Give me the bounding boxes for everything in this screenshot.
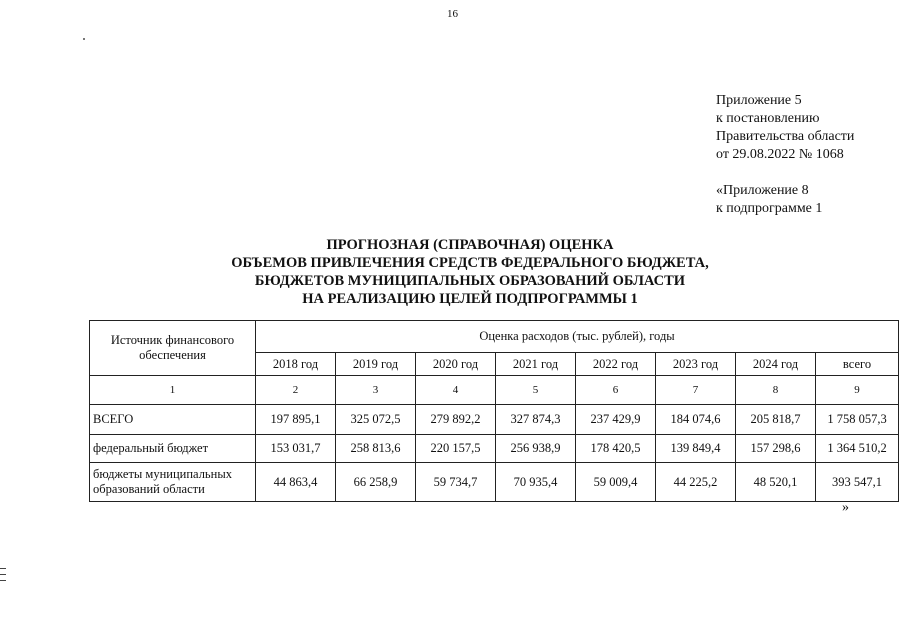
table-cell: 197 895,1 xyxy=(256,405,336,435)
column-index: 2 xyxy=(256,376,336,405)
source-column-header: Источник финансового обеспечения xyxy=(90,321,256,376)
column-index: 8 xyxy=(736,376,816,405)
document-title xyxy=(0,236,905,308)
table-row xyxy=(90,463,899,502)
table-cell: 44 225,2 xyxy=(656,463,736,502)
appendix-line: от 29.08.2022 № 1068 xyxy=(716,147,844,162)
year-header: 2024 год xyxy=(736,353,816,376)
title-line: ОБЪЕМОВ ПРИВЛЕЧЕНИЯ СРЕДСТВ ФЕДЕРАЛЬНОГО БЮДЖЕТА, xyxy=(231,255,709,271)
table-cell: 205 818,7 xyxy=(736,405,816,435)
year-header: 2019 год xyxy=(336,353,416,376)
year-header: 2022 год xyxy=(576,353,656,376)
appendix-line: к постановлению xyxy=(716,111,820,126)
table-cell: 157 298,6 xyxy=(736,435,816,463)
column-index: 7 xyxy=(656,376,736,405)
column-index: 1 xyxy=(90,376,256,405)
table-cell: 59 734,7 xyxy=(416,463,496,502)
table-cell: 279 892,2 xyxy=(416,405,496,435)
column-index: 3 xyxy=(336,376,416,405)
table-cell: 48 520,1 xyxy=(736,463,816,502)
table-cell: 237 429,9 xyxy=(576,405,656,435)
title-line: ПРОГНОЗНАЯ (СПРАВОЧНАЯ) ОЦЕНКА xyxy=(326,237,614,253)
appendix-line: «Приложение 8 xyxy=(716,183,809,198)
table-cell: 1 364 510,2 xyxy=(816,435,899,463)
column-index: 4 xyxy=(416,376,496,405)
year-header: 2020 год xyxy=(416,353,496,376)
table-cell: 59 009,4 xyxy=(576,463,656,502)
estimate-column-header: Оценка расходов (тыс. рублей), годы xyxy=(256,321,899,353)
table-cell: 393 547,1 xyxy=(816,463,899,502)
appendix-line: Приложение 5 xyxy=(716,93,802,108)
page-number: 16 xyxy=(447,8,458,20)
edge-mark xyxy=(0,580,6,581)
year-header: 2018 год xyxy=(256,353,336,376)
table-cell: 327 874,3 xyxy=(496,405,576,435)
table-cell: 258 813,6 xyxy=(336,435,416,463)
title-line: БЮДЖЕТОВ МУНИЦИПАЛЬНЫХ ОБРАЗОВАНИЙ ОБЛАСТИ xyxy=(254,273,686,289)
total-header: всего xyxy=(816,353,899,376)
table-cell: 66 258,9 xyxy=(336,463,416,502)
table-cell: 139 849,4 xyxy=(656,435,736,463)
subprogram-appendix-block xyxy=(716,182,822,218)
table-row xyxy=(90,405,899,435)
row-label: бюджеты муниципальных образований области xyxy=(90,463,256,502)
year-header: 2023 год xyxy=(656,353,736,376)
row-label: ВСЕГО xyxy=(90,405,256,435)
title-line: НА РЕАЛИЗАЦИЮ ЦЕЛЕЙ ПОДПРОГРАММЫ 1 xyxy=(302,291,638,307)
column-index: 5 xyxy=(496,376,576,405)
year-header: 2021 год xyxy=(496,353,576,376)
appendix-reference-block xyxy=(716,92,854,164)
table-cell: 44 863,4 xyxy=(256,463,336,502)
table-row xyxy=(90,435,899,463)
edge-mark xyxy=(0,574,6,575)
table-cell: 325 072,5 xyxy=(336,405,416,435)
appendix-line: Правительства области xyxy=(716,129,855,144)
table-cell: 178 420,5 xyxy=(576,435,656,463)
budget-estimate-table xyxy=(89,320,899,502)
table-cell: 70 935,4 xyxy=(496,463,576,502)
edge-mark xyxy=(0,568,6,569)
appendix-line: к подпрограмме 1 xyxy=(716,201,823,216)
scan-speck xyxy=(83,38,85,40)
table-cell: 1 758 057,3 xyxy=(816,405,899,435)
table-cell: 184 074,6 xyxy=(656,405,736,435)
closing-quote: » xyxy=(842,500,849,515)
row-label: федеральный бюджет xyxy=(90,435,256,463)
table-cell: 220 157,5 xyxy=(416,435,496,463)
column-index: 9 xyxy=(816,376,899,405)
table-cell: 153 031,7 xyxy=(256,435,336,463)
column-index: 6 xyxy=(576,376,656,405)
table-cell: 256 938,9 xyxy=(496,435,576,463)
